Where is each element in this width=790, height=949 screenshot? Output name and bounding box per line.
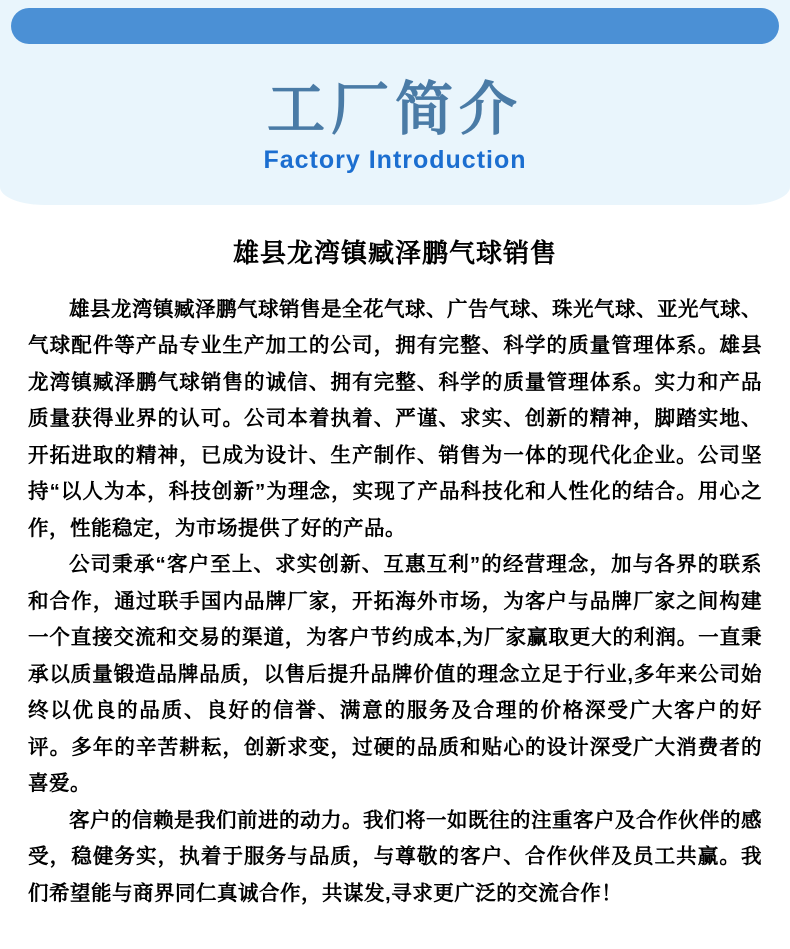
page-title: 工厂简介 — [266, 77, 523, 142]
header-section — [0, 0, 790, 205]
company-name-heading: 雄县龙湾镇臧泽鹏气球销售 — [232, 238, 557, 268]
content-section — [0, 205, 790, 942]
intro-paragraph-1: 雄县龙湾镇臧泽鹏气球销售是全花气球、广告气球、珠光气球、亚光气球、气球配件等产品专业生产加工的公司，拥有完整、科学的质量管理体系。雄县龙湾镇臧泽鹏气球销售的诚信、拥有完整、科学的质量管理体系。实力和产品质量获得业界的认可。公司本着执着、严谨、求实、创新的精神，脚踏实地、开拓进取的精神，已成为设计、生产制作、销售为一体的现代化企业。公司坚持“以人为本，科技创新”为理念，实现了产品科技化和人性化的结合。用心之作，性能稳定，为市场提供了好的产品。 — [28, 298, 762, 540]
intro-paragraph-3: 客户的信赖是我们前进的动力。我们将一如既往的注重客户及合作伙伴的感受，稳健务实，执着于服务与品质，与尊敬的客户、合作伙伴及员工共赢。我们希望能与商界同仁真诚合作，共谋发,寻求更广泛的交流合作！ — [28, 808, 762, 905]
intro-paragraph-2: 公司秉承“客户至上、求实创新、互惠互利”的经营理念，加与各界的联系和合作，通过联手国内品牌厂家，开拓海外市场，为客户与品牌厂家之间构建一个直接交流和交易的渠道，为客户节约成本,为厂家赢取更大的利润。一直秉承以质量锻造品牌品质，以售后提升品牌价值的理念立足于行业,多年来公司始终以优良的品质、良好的信誉、满意的服务及合理的价格深受广大客户的好评。多年的辛苦耕耘，创新求变，过硬的品质和贴心的设计深受广大消费者的喜爱。 — [28, 553, 762, 796]
page-subtitle: Factory Introduction — [263, 146, 527, 174]
top-accent-bar — [11, 8, 779, 44]
